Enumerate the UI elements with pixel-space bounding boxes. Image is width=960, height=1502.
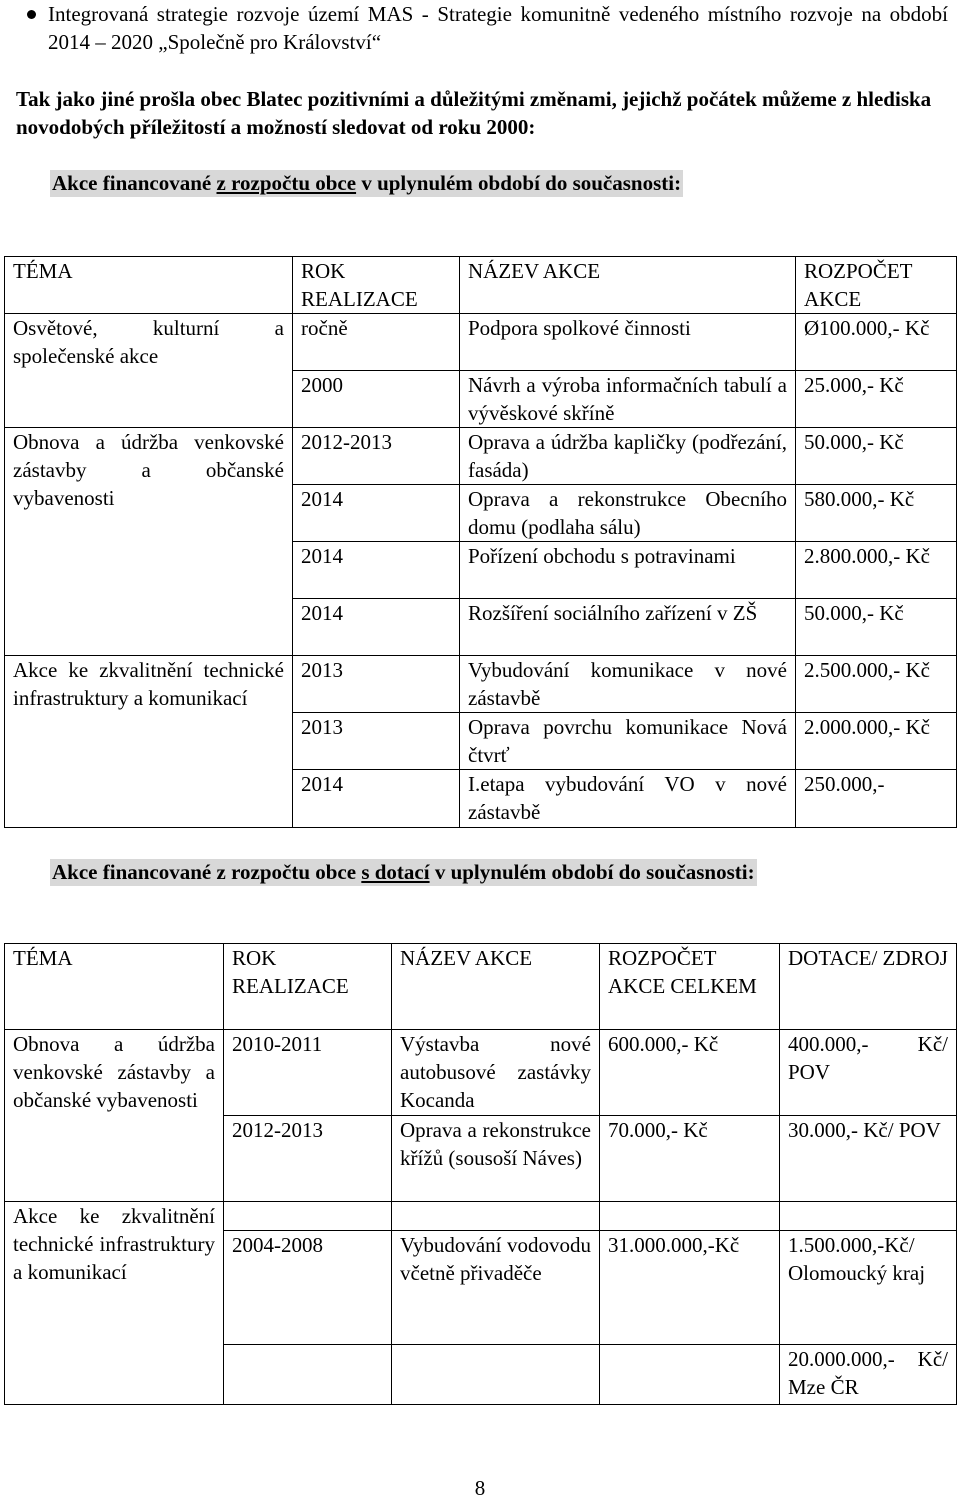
table-subsidized-actions: [4, 943, 957, 1405]
table-header-row: [5, 257, 957, 314]
year-cell: 2014: [293, 599, 460, 656]
budget-cell: 70.000,- Kč: [600, 1116, 780, 1202]
heading2-pre: Akce financované z rozpočtu obce: [52, 860, 362, 884]
budget-cell: [600, 1345, 780, 1405]
year-cell: 2004-2008: [224, 1231, 392, 1345]
theme-cell: Osvětové, kulturní a společenské akce: [5, 314, 293, 428]
grant-cell: 400.000,- Kč/ POV: [780, 1030, 957, 1116]
budget-cell: 2.500.000,- Kč: [796, 656, 957, 713]
header-cell: NÁZEV AKCE: [460, 257, 796, 314]
name-cell: Oprava povrchu komunikace Nová čtvrť: [460, 713, 796, 770]
intro-paragraph: Tak jako jiné prošla obec Blatec pozitivními a důležitými změnami, jejichž počátek můžeme z hlediska novodobých příležitostí a možností sledovat od roku 2000:: [16, 87, 932, 139]
name-cell: Oprava a rekonstrukce Obecního domu (podlaha sálu): [460, 485, 796, 542]
table-row: [5, 656, 957, 713]
grant-cell: [780, 1202, 957, 1231]
header-cell: NÁZEV AKCE: [392, 944, 600, 1030]
name-cell: Oprava a údržba kapličky (podřezání, fasáda): [460, 428, 796, 485]
year-cell: [224, 1202, 392, 1231]
table-row: [5, 1202, 957, 1231]
year-cell: 2012-2013: [293, 428, 460, 485]
name-cell: Výstavba nové autobusové zastávky Kocanda: [392, 1030, 600, 1116]
heading1-post: v uplynulém období do současnosti:: [356, 171, 682, 195]
name-cell: Vybudování vodovodu včetně přivaděče: [392, 1231, 600, 1345]
theme-cell: Akce ke zkvalitnění technické infrastruktury a komunikací: [5, 1202, 224, 1405]
header-cell: DOTACE/ ZDROJ: [780, 944, 957, 1030]
section-heading-2: [50, 859, 757, 886]
theme-cell: Akce ke zkvalitnění technické infrastruktury a komunikací: [5, 656, 293, 828]
heading2-post: v uplynulém období do současnosti:: [429, 860, 755, 884]
budget-cell: 50.000,- Kč: [796, 428, 957, 485]
name-cell: [392, 1345, 600, 1405]
name-cell: Podpora spolkové činnosti: [460, 314, 796, 371]
bullet-icon: [27, 10, 36, 19]
name-cell: Pořízení obchodu s potravinami: [460, 542, 796, 599]
year-cell: ročně: [293, 314, 460, 371]
grant-cell: 20.000.000,- Kč/ Mze ČR: [780, 1345, 957, 1405]
budget-cell: 580.000,- Kč: [796, 485, 957, 542]
budget-cell: 600.000,- Kč: [600, 1030, 780, 1116]
year-cell: 2014: [293, 542, 460, 599]
name-cell: [392, 1202, 600, 1231]
table-row: [5, 314, 957, 371]
year-cell: 2014: [293, 485, 460, 542]
table-row: [5, 428, 957, 485]
header-cell: ROK REALIZACE: [224, 944, 392, 1030]
name-cell: I.etapa vybudování VO v nové zástavbě: [460, 770, 796, 828]
year-cell: [224, 1345, 392, 1405]
budget-cell: 2.000.000,- Kč: [796, 713, 957, 770]
name-cell: Rozšíření sociálního zařízení v ZŠ: [460, 599, 796, 656]
year-cell: 2014: [293, 770, 460, 828]
year-cell: 2012-2013: [224, 1116, 392, 1202]
header-cell: ROZPOČET AKCE: [796, 257, 957, 314]
budget-cell: [600, 1202, 780, 1231]
name-cell: Oprava a rekonstrukce křížů (sousoší Náves): [392, 1116, 600, 1202]
heading2-underlined: s dotací: [361, 860, 430, 884]
theme-cell: Obnova a údržba venkovské zástavby a občanské vybavenosti: [5, 1030, 224, 1202]
heading1-underlined: z rozpočtu obce: [216, 171, 357, 195]
section-heading-1: [50, 170, 683, 197]
year-cell: 2013: [293, 713, 460, 770]
year-cell: 2000: [293, 371, 460, 428]
header-cell: ROZPOČET AKCE CELKEM: [600, 944, 780, 1030]
budget-cell: 31.000.000,-Kč: [600, 1231, 780, 1345]
table-header-row: [5, 944, 957, 1030]
name-cell: Vybudování komunikace v nové zástavbě: [460, 656, 796, 713]
year-cell: 2010-2011: [224, 1030, 392, 1116]
budget-cell: 2.800.000,- Kč: [796, 542, 957, 599]
budget-cell: 50.000,- Kč: [796, 599, 957, 656]
grant-cell: 30.000,- Kč/ POV: [780, 1116, 957, 1202]
page-number: 8: [474, 1476, 486, 1500]
table-row: [5, 1030, 957, 1116]
theme-cell: Obnova a údržba venkovské zástavby a občanské vybavenosti: [5, 428, 293, 656]
table-budget-actions: [4, 256, 957, 828]
year-cell: 2013: [293, 656, 460, 713]
budget-cell: Ø100.000,- Kč: [796, 314, 957, 371]
bullet-item: [48, 0, 948, 56]
bullet-text: Integrovaná strategie rozvoje území MAS - Strategie komunitně vedeného místního rozvoje na období 2014 – 2020 „Společně pro Království“: [48, 2, 948, 54]
header-cell: TÉMA: [5, 257, 293, 314]
budget-cell: 250.000,-: [796, 770, 957, 828]
heading1-pre: Akce financované: [52, 171, 217, 195]
name-cell: Návrh a výroba informačních tabulí a vývěskové skříně: [460, 371, 796, 428]
header-cell: TÉMA: [5, 944, 224, 1030]
header-cell: ROK REALIZACE: [293, 257, 460, 314]
budget-cell: 25.000,- Kč: [796, 371, 957, 428]
grant-cell: 1.500.000,-Kč/ Olomoucký kraj: [780, 1231, 957, 1345]
